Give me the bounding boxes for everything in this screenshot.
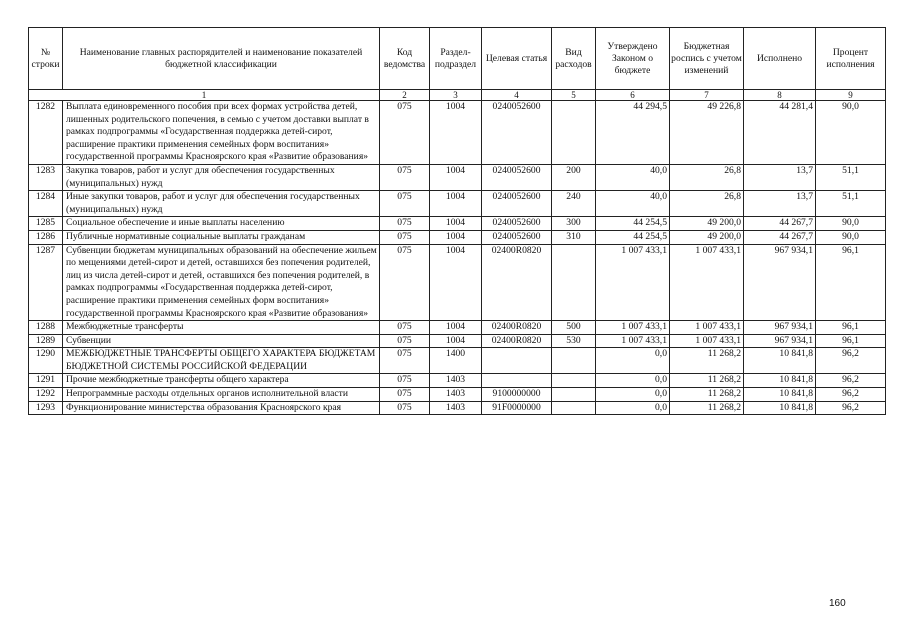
row-name: Функционирование министерства образования Красноярского края [63,401,380,415]
expense-type: 240 [552,191,596,217]
expense-type [552,374,596,388]
section-code: 1004 [430,244,482,321]
column-number: 9 [816,90,886,101]
row-name: Субвенции бюджетам муниципальных образований на обеспечение жильем по мещениями детей-сирот и детей, оставшихся без попечения родителей, лиц из числа детей-сирот и детей, оставшихся без попечения родителей, в рамках подпрограммы «Государственная поддержка детей-сирот, расширение практики применения семейных форм воспитания» государственной программы Красноярского края «Развитие образования» [63,244,380,321]
target-code: 0240052600 [482,230,552,244]
header-percent: Процент исполнения [816,28,886,90]
percent-executed: 96,1 [816,334,886,348]
schedule-amount: 49 200,0 [670,217,744,231]
target-code: 91F0000000 [482,401,552,415]
schedule-amount: 11 268,2 [670,374,744,388]
executed-amount: 44 267,7 [744,230,816,244]
dept-code: 075 [380,191,430,217]
table-row [29,101,886,165]
column-number: 8 [744,90,816,101]
table-row [29,230,886,244]
dept-code: 075 [380,321,430,335]
row-number: 1289 [29,334,63,348]
schedule-amount: 26,8 [670,191,744,217]
executed-amount: 967 934,1 [744,244,816,321]
row-name: Субвенции [63,334,380,348]
column-number: 3 [430,90,482,101]
target-code: 02400R0820 [482,321,552,335]
column-number: 5 [552,90,596,101]
header-section: Раздел-подраздел [430,28,482,90]
executed-amount: 10 841,8 [744,401,816,415]
column-number: 2 [380,90,430,101]
column-number: 7 [670,90,744,101]
row-number: 1286 [29,230,63,244]
schedule-amount: 1 007 433,1 [670,244,744,321]
approved-amount: 1 007 433,1 [596,321,670,335]
schedule-amount: 1 007 433,1 [670,334,744,348]
percent-executed: 96,2 [816,388,886,402]
dept-code: 075 [380,164,430,190]
row-name: Публичные нормативные социальные выплаты гражданам [63,230,380,244]
expense-type: 310 [552,230,596,244]
percent-executed: 96,2 [816,401,886,415]
table-row [29,164,886,190]
row-name: Выплата единовременного пособия при всех формах устройства детей, лишенных родительского попечения, в семью с учетом доставки выплат в рамках подпрограммы «Государственная поддержка детей-сирот, расширение практики применения семейных форм воспитания» государственной программы Красноярского края «Развитие образования» [63,101,380,165]
table-row [29,321,886,335]
row-name: Прочие межбюджетные трансферты общего характера [63,374,380,388]
approved-amount: 44 254,5 [596,230,670,244]
section-code: 1004 [430,101,482,165]
percent-executed: 96,2 [816,374,886,388]
percent-executed: 51,1 [816,191,886,217]
executed-amount: 13,7 [744,191,816,217]
schedule-amount: 11 268,2 [670,348,744,374]
approved-amount: 0,0 [596,388,670,402]
target-code [482,374,552,388]
row-number: 1291 [29,374,63,388]
expense-type [552,348,596,374]
section-code: 1004 [430,334,482,348]
target-code: 0240052600 [482,164,552,190]
row-number: 1287 [29,244,63,321]
table-body [29,90,886,415]
schedule-amount: 26,8 [670,164,744,190]
header-expense-type: Вид расходов [552,28,596,90]
header-row-no: № строки [29,28,63,90]
column-number: 4 [482,90,552,101]
dept-code: 075 [380,230,430,244]
column-number: 6 [596,90,670,101]
expense-type [552,401,596,415]
row-name: Закупка товаров, работ и услуг для обеспечения государственных (муниципальных) нужд [63,164,380,190]
row-number: 1288 [29,321,63,335]
dept-code: 075 [380,244,430,321]
percent-executed: 90,0 [816,217,886,231]
row-name: Непрограммные расходы отдельных органов исполнительной власти [63,388,380,402]
percent-executed: 90,0 [816,101,886,165]
header-dept-code: Код ведомства [380,28,430,90]
executed-amount: 10 841,8 [744,348,816,374]
executed-amount: 10 841,8 [744,388,816,402]
executed-amount: 10 841,8 [744,374,816,388]
target-code: 0240052600 [482,191,552,217]
section-code: 1400 [430,348,482,374]
schedule-amount: 1 007 433,1 [670,321,744,335]
approved-amount: 0,0 [596,348,670,374]
column-number-row [29,90,886,101]
section-code: 1403 [430,374,482,388]
target-code: 0240052600 [482,101,552,165]
table-row [29,191,886,217]
approved-amount: 1 007 433,1 [596,334,670,348]
expense-type [552,388,596,402]
row-number: 1292 [29,388,63,402]
percent-executed: 96,1 [816,244,886,321]
dept-code: 075 [380,101,430,165]
row-name: Межбюджетные трансферты [63,321,380,335]
section-code: 1403 [430,388,482,402]
header-target: Целевая статья [482,28,552,90]
header-executed: Исполнено [744,28,816,90]
row-name: Социальное обеспечение и иные выплаты населению [63,217,380,231]
approved-amount: 40,0 [596,164,670,190]
table-row [29,217,886,231]
expense-type: 200 [552,164,596,190]
row-number: 1284 [29,191,63,217]
header-budget-schedule: Бюджетная роспись с учетом изменений [670,28,744,90]
dept-code: 075 [380,401,430,415]
target-code: 02400R0820 [482,334,552,348]
expense-type: 300 [552,217,596,231]
executed-amount: 44 281,4 [744,101,816,165]
schedule-amount: 49 226,8 [670,101,744,165]
executed-amount: 13,7 [744,164,816,190]
schedule-amount: 11 268,2 [670,401,744,415]
table-row [29,401,886,415]
table-row [29,244,886,321]
dept-code: 075 [380,334,430,348]
approved-amount: 0,0 [596,374,670,388]
dept-code: 075 [380,388,430,402]
schedule-amount: 49 200,0 [670,230,744,244]
section-code: 1004 [430,321,482,335]
row-number: 1293 [29,401,63,415]
approved-amount: 44 254,5 [596,217,670,231]
row-number: 1282 [29,101,63,165]
row-number: 1290 [29,348,63,374]
dept-code: 075 [380,348,430,374]
executed-amount: 967 934,1 [744,334,816,348]
schedule-amount: 11 268,2 [670,388,744,402]
section-code: 1004 [430,230,482,244]
approved-amount: 44 294,5 [596,101,670,165]
expense-type [552,244,596,321]
percent-executed: 96,1 [816,321,886,335]
expense-type: 500 [552,321,596,335]
dept-code: 075 [380,374,430,388]
approved-amount: 40,0 [596,191,670,217]
row-number: 1283 [29,164,63,190]
table-row [29,374,886,388]
row-name: МЕЖБЮДЖЕТНЫЕ ТРАНСФЕРТЫ ОБЩЕГО ХАРАКТЕРА БЮДЖЕТАМ БЮДЖЕТНОЙ СИСТЕМЫ РОССИЙСКОЙ ФЕДЕРАЦИИ [63,348,380,374]
budget-table [28,27,886,415]
expense-type: 530 [552,334,596,348]
executed-amount: 967 934,1 [744,321,816,335]
header-approved: Утверждено Законом о бюджете [596,28,670,90]
expense-type [552,101,596,165]
section-code: 1004 [430,191,482,217]
header-name: Наименование главных распорядителей и наименование показателей бюджетной классификации [63,28,380,90]
row-name: Иные закупки товаров, работ и услуг для обеспечения государственных (муниципальных) нужд [63,191,380,217]
column-number: 1 [29,90,380,101]
percent-executed: 96,2 [816,348,886,374]
target-code [482,348,552,374]
table-row [29,348,886,374]
row-number: 1285 [29,217,63,231]
executed-amount: 44 267,7 [744,217,816,231]
section-code: 1004 [430,164,482,190]
approved-amount: 1 007 433,1 [596,244,670,321]
target-code: 02400R0820 [482,244,552,321]
table-row [29,388,886,402]
table-header [29,28,886,90]
approved-amount: 0,0 [596,401,670,415]
dept-code: 075 [380,217,430,231]
table-row [29,334,886,348]
percent-executed: 90,0 [816,230,886,244]
target-code: 9100000000 [482,388,552,402]
percent-executed: 51,1 [816,164,886,190]
section-code: 1004 [430,217,482,231]
page-number: 160 [829,598,846,609]
section-code: 1403 [430,401,482,415]
target-code: 0240052600 [482,217,552,231]
